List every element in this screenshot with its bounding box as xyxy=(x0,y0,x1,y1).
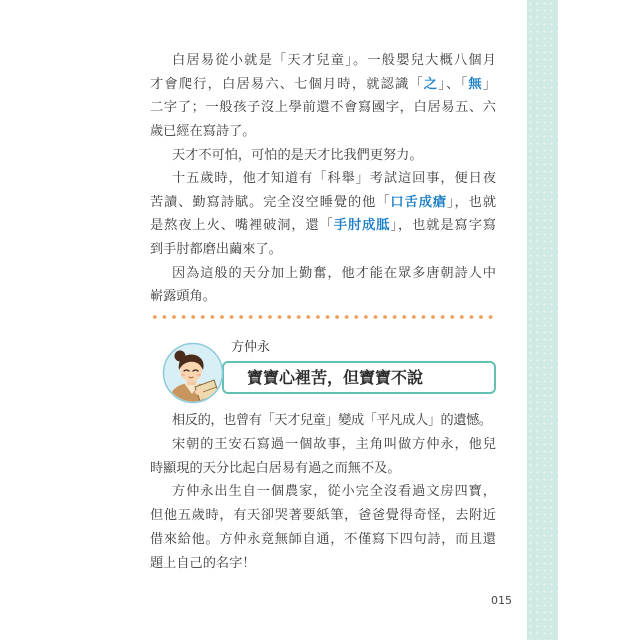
text-line: 到手肘都磨出繭來了。 xyxy=(150,241,282,257)
highlighted-character: 無 xyxy=(468,76,483,92)
text-line: 二字了；一般孩子沒上學前還不會寫國字，白居易五、六 xyxy=(150,100,496,116)
fangzhongyong-text-block xyxy=(150,409,496,576)
text-line: 十五歲時，他才知道有「科舉」考試這回事，便日夜 xyxy=(172,171,496,187)
highlighted-character: 之 xyxy=(423,76,439,92)
text-segment: 是熬夜上火、嘴裡破洞，還「 xyxy=(150,218,334,234)
section-divider xyxy=(150,314,496,320)
character-name: 方仲永 xyxy=(231,340,271,355)
text-segment: 才會爬行，白居易六、七個月時，就認識「 xyxy=(150,76,424,92)
text-line xyxy=(150,191,496,215)
highlighted-idiom: 手肘成胝 xyxy=(333,218,391,234)
section-title-banner: 寶寶心裡苦，但寶寶不說 xyxy=(222,361,496,394)
text-line: 但他五歲時，有天卻哭著要紙筆，爸爸覺得奇怪，去附近 xyxy=(150,508,496,524)
text-segment: 」，也就 xyxy=(447,194,497,210)
text-line: 宋朝的王安石寫過一個故事，主角叫做方仲永，他兒 xyxy=(172,436,496,452)
text-segment: 」，也就是寫字寫 xyxy=(390,218,497,234)
text-segment: 」、「 xyxy=(438,76,469,92)
text-line: 因為這般的天分加上勤奮，他才能在眾多唐朝詩人中 xyxy=(172,265,496,281)
text-line xyxy=(150,73,496,97)
text-line: 相反的，也曾有「天才兒童」變成「平凡成人」的遺憾。 xyxy=(172,413,492,429)
side-margin-strip xyxy=(527,0,558,640)
text-line: 借來給他。方仲永竟無師自通，不僅寫下四句詩，而且還 xyxy=(150,532,496,548)
text-line: 方仲永出生自一個農家，從小完全沒看過文房四寶， xyxy=(172,484,496,500)
text-line: 天才不可怕，可怕的是天才比我們更努力。 xyxy=(172,147,423,163)
highlighted-idiom: 口舌成瘡 xyxy=(390,194,447,210)
text-line: 時顯現的天分比起白居易有過之而無不及。 xyxy=(150,460,401,476)
text-line: 題上自己的名字！ xyxy=(150,555,256,571)
text-line: 白居易從小就是「天才兒童」。一般嬰兒大概八個月 xyxy=(172,53,496,69)
text-line xyxy=(150,214,496,238)
scholar-avatar-icon xyxy=(162,342,224,404)
text-line: 嶄露頭角。 xyxy=(150,289,216,305)
page-number: 015 xyxy=(491,594,512,607)
text-segment: 苦讀、勤寫詩賦。完全沒空睡覺的他「 xyxy=(150,194,391,210)
character-avatar xyxy=(162,342,224,404)
text-line: 歲已經在寫詩了。 xyxy=(150,123,256,139)
baijuyi-text-block xyxy=(150,49,496,309)
text-segment: 」 xyxy=(482,76,497,92)
